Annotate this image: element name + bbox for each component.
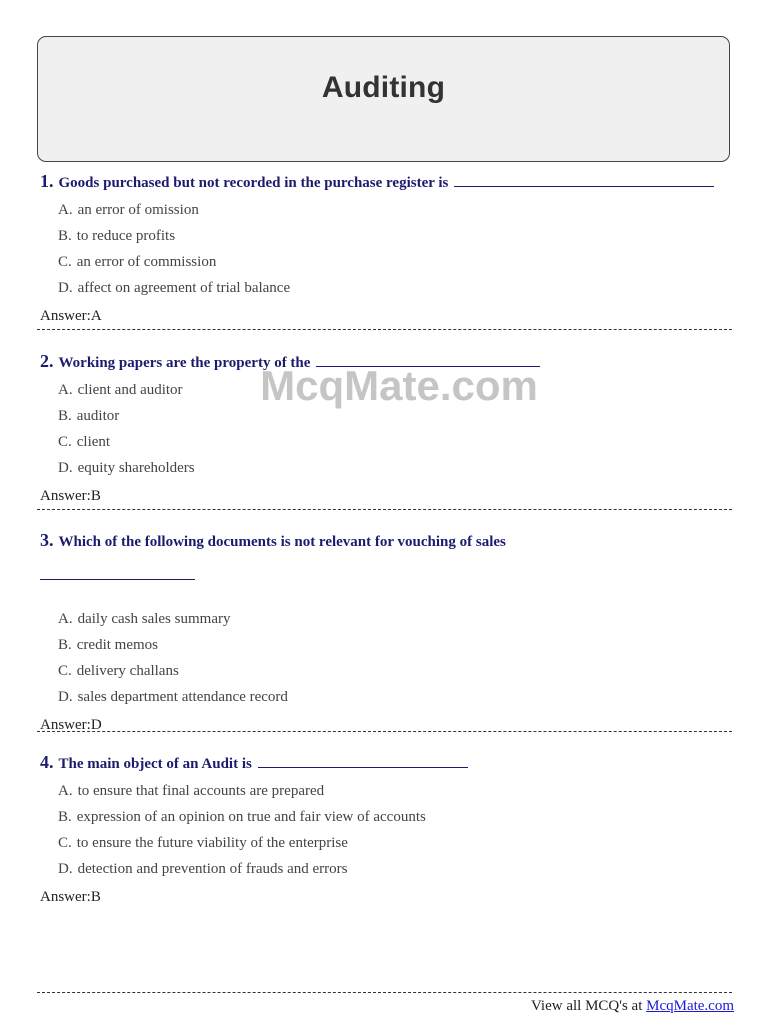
option-c — [58, 429, 732, 455]
option-text: detection and prevention of frauds and errors — [77, 861, 348, 877]
answer-blank — [40, 551, 195, 580]
option-b — [58, 223, 732, 249]
option-b — [58, 403, 732, 429]
option-text: client — [76, 434, 111, 450]
option-letter: C. — [58, 434, 72, 450]
option-letter: D. — [58, 460, 73, 476]
option-d — [58, 684, 732, 710]
question-number: 3. — [40, 530, 54, 550]
option-a — [58, 606, 732, 632]
question-title — [40, 352, 732, 372]
option-text: affect on agreement of trial balance — [77, 280, 291, 296]
option-text: daily cash sales summary — [77, 611, 231, 627]
footer — [531, 998, 734, 1015]
option-d — [58, 455, 732, 481]
option-text: to reduce profits — [76, 228, 176, 244]
option-text: delivery challans — [76, 663, 179, 679]
answer-text: Answer:B — [40, 488, 101, 504]
option-letter: A. — [58, 202, 73, 218]
option-letter: A. — [58, 611, 73, 627]
option-text: an error of omission — [77, 202, 199, 218]
option-b — [58, 804, 732, 830]
option-text: to ensure that final accounts are prepared — [77, 783, 325, 799]
answer-blank — [316, 352, 540, 367]
question-title — [40, 531, 732, 551]
option-d — [58, 275, 732, 301]
options-list — [40, 197, 732, 301]
option-text: client and auditor — [77, 382, 183, 398]
option-letter: D. — [58, 689, 73, 705]
option-text: auditor — [76, 408, 120, 424]
option-c — [58, 249, 732, 275]
option-letter: B. — [58, 809, 72, 825]
options-list — [40, 778, 732, 882]
question-4 — [40, 753, 732, 907]
option-c — [58, 658, 732, 684]
option-c — [58, 830, 732, 856]
option-letter: A. — [58, 382, 73, 398]
option-letter: C. — [58, 663, 72, 679]
options-list — [40, 606, 732, 710]
option-letter: C. — [58, 835, 72, 851]
watermark: McqMate.com — [260, 362, 538, 409]
question-3 — [40, 531, 732, 735]
question-1 — [40, 172, 732, 326]
option-letter: C. — [58, 254, 72, 270]
answer-text: Answer:A — [40, 308, 102, 324]
option-letter: B. — [58, 228, 72, 244]
question-text: Goods purchased but not recorded in the purchase register is — [58, 175, 449, 191]
footer-text: View all MCQ's at — [530, 998, 647, 1014]
options-list — [40, 377, 732, 481]
option-b — [58, 632, 732, 658]
page-title: Auditing — [321, 71, 446, 104]
option-text: expression of an opinion on true and fair view of accounts — [76, 809, 426, 825]
header-box — [37, 36, 730, 162]
footer-divider — [37, 992, 732, 993]
question-text: Working papers are the property of the — [58, 355, 311, 371]
divider — [37, 509, 732, 510]
footer-link[interactable]: McqMate.com — [646, 998, 734, 1014]
option-letter: B. — [58, 408, 72, 424]
question-text: The main object of an Audit is — [58, 756, 252, 772]
option-d — [58, 856, 732, 882]
answer-blank — [258, 753, 468, 768]
question-title — [40, 172, 732, 192]
question-number: 4. — [40, 752, 54, 772]
question-text: Which of the following documents is not relevant for vouching of sales — [58, 534, 506, 550]
option-a — [58, 778, 732, 804]
option-text: an error of commission — [76, 254, 217, 270]
divider — [37, 329, 732, 330]
option-text: to ensure the future viability of the enterprise — [76, 835, 348, 851]
option-letter: D. — [58, 280, 73, 296]
question-number: 2. — [40, 351, 54, 371]
option-text: credit memos — [76, 637, 158, 653]
question-number: 1. — [40, 171, 54, 191]
option-letter: A. — [58, 783, 73, 799]
option-letter: B. — [58, 637, 72, 653]
option-a — [58, 197, 732, 223]
divider — [37, 731, 732, 732]
answer-text: Answer:B — [40, 889, 101, 905]
answer-blank — [454, 172, 714, 187]
question-title — [40, 753, 732, 773]
option-letter: D. — [58, 861, 73, 877]
question-2 — [40, 352, 732, 506]
option-text: sales department attendance record — [77, 689, 288, 705]
answer-text: Answer:D — [40, 717, 102, 733]
option-a — [58, 377, 732, 403]
option-text: equity shareholders — [77, 460, 195, 476]
